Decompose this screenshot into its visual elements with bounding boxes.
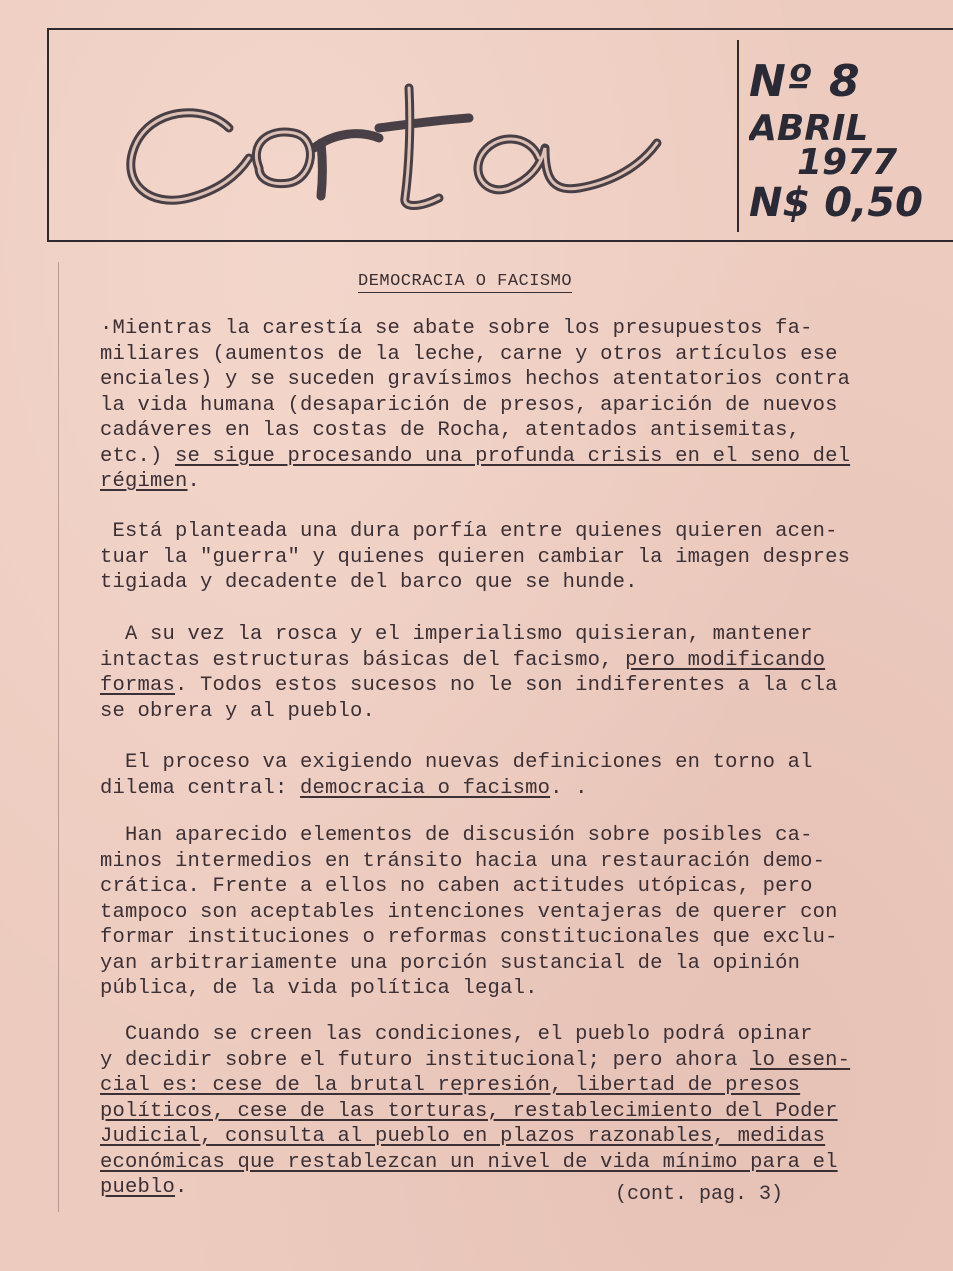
continuation-note: (cont. pag. 3)	[615, 1183, 784, 1206]
text-line	[100, 545, 940, 571]
text-line	[100, 823, 940, 849]
text-line	[100, 900, 940, 926]
paragraph	[100, 823, 940, 1002]
article-headline: DEMOCRACIA O FACISMO	[358, 272, 573, 291]
text-line	[100, 469, 940, 495]
text-line	[100, 1124, 940, 1150]
text-segment: y decidir sobre el futuro institucional; pero ahora	[100, 1048, 751, 1072]
text-line	[100, 699, 940, 725]
underlined-text: se sigue procesando una profunda crisis en el seno del	[175, 444, 851, 468]
text-line	[100, 951, 940, 977]
issue-month: ABRIL	[749, 108, 869, 149]
text-line	[100, 849, 940, 875]
paragraph	[100, 1022, 940, 1201]
issue-price: N$ 0,50	[749, 180, 923, 226]
text-line	[100, 622, 940, 648]
masthead	[47, 28, 953, 242]
text-line	[100, 1022, 940, 1048]
text-segment: yan arbitrariamente una porción sustancial de la opinión	[100, 951, 801, 975]
text-line	[100, 519, 940, 545]
text-line	[100, 418, 940, 444]
issue-year: 1977	[797, 142, 898, 183]
text-segment: intactas estructuras básicas del facismo,	[100, 648, 626, 672]
text-line	[100, 1099, 940, 1125]
text-line	[100, 1150, 940, 1176]
text-line	[100, 570, 940, 596]
text-line	[100, 874, 940, 900]
text-segment: se obrera y al pueblo.	[100, 699, 376, 723]
text-segment: pública, de la vida política legal.	[100, 977, 538, 1000]
text-line	[100, 976, 940, 1002]
text-segment: Han aparecido elementos de discusión sobre posibles ca-	[100, 824, 813, 847]
paragraph	[100, 750, 940, 801]
text-line	[100, 393, 940, 419]
underlined-text: pueblo	[100, 1176, 176, 1199]
text-segment: etc.)	[100, 444, 176, 468]
text-segment: ·Mientras la carestía se abate sobre los presupuestos fa-	[100, 317, 813, 340]
text-line	[100, 1073, 940, 1099]
text-line	[100, 367, 940, 393]
logo-text: carta	[109, 48, 113, 49]
underlined-text: cial es: cese de la brutal represión, libertad de presos	[100, 1074, 801, 1097]
text-segment: A su vez la rosca y el imperialismo quisieran, mantener	[100, 623, 813, 646]
underlined-text: democracia o facismo	[300, 776, 551, 800]
text-segment: .	[187, 470, 201, 493]
paragraph	[100, 316, 940, 495]
carta-logo	[109, 48, 669, 228]
text-line	[100, 673, 940, 699]
masthead-divider	[737, 40, 739, 232]
paragraph	[100, 519, 940, 596]
underlined-text: régimen	[100, 470, 188, 493]
underlined-text: económicas que restablezcan un nivel de vida mínimo para el	[100, 1150, 838, 1174]
issue-number: Nº 8	[749, 56, 861, 107]
text-line	[100, 316, 940, 342]
text-segment: . Todos estos sucesos no le son indiferentes a la cla	[175, 674, 838, 697]
text-segment: El proceso va exigiendo nuevas definiciones en torno al	[100, 751, 813, 774]
text-line	[100, 750, 940, 776]
text-segment: tampoco son aceptables intenciones ventajeras de querer con	[100, 900, 838, 924]
text-segment: Cuando se creen las condiciones, el pueblo podrá opinar	[100, 1023, 813, 1046]
text-line	[100, 925, 940, 951]
text-segment: tigiada y decadente del barco que se hunde.	[100, 571, 638, 594]
text-segment: cadáveres en las costas de Rocha, atentados antisemitas,	[100, 419, 801, 442]
text-segment: .	[175, 1176, 188, 1199]
text-line	[100, 776, 940, 802]
underlined-text: pero modificando	[625, 648, 826, 672]
text-segment: la vida humana (desaparición de presos, aparición de nuevos	[100, 393, 838, 417]
text-line	[100, 444, 940, 470]
text-segment: dilema central:	[100, 776, 301, 800]
text-segment: formar instituciones o reformas constitucionales que exclu-	[100, 926, 838, 949]
text-line	[100, 648, 940, 674]
text-segment: . .	[550, 776, 588, 800]
text-line	[100, 342, 940, 368]
text-segment: Está planteada una dura porfía entre quienes quieren acen-	[100, 520, 838, 543]
underlined-text: lo esen-	[750, 1048, 851, 1072]
paragraph	[100, 622, 940, 724]
underlined-text: políticos, cese de las torturas, restablecimiento del Poder	[100, 1099, 838, 1123]
text-segment: miliares (aumentos de la leche, carne y otros artículos ese	[100, 342, 838, 366]
text-segment: tuar la "guerra" y quienes quieren cambiar la imagen despres	[100, 545, 851, 569]
underlined-text: formas	[100, 674, 176, 697]
margin-rule	[58, 262, 59, 1212]
text-line	[100, 1175, 940, 1201]
text-segment: enciales) y se suceden gravísimos hechos atentatorios contra	[100, 368, 851, 391]
text-segment: minos intermedios en tránsito hacia una restauración demo-	[100, 849, 826, 873]
underlined-text: Judicial, consulta al pueblo en plazos razonables, medidas	[100, 1125, 826, 1148]
text-segment: crática. Frente a ellos no caben actitudes utópicas, pero	[100, 875, 813, 898]
issue-info	[749, 56, 953, 236]
text-line	[100, 1048, 940, 1074]
